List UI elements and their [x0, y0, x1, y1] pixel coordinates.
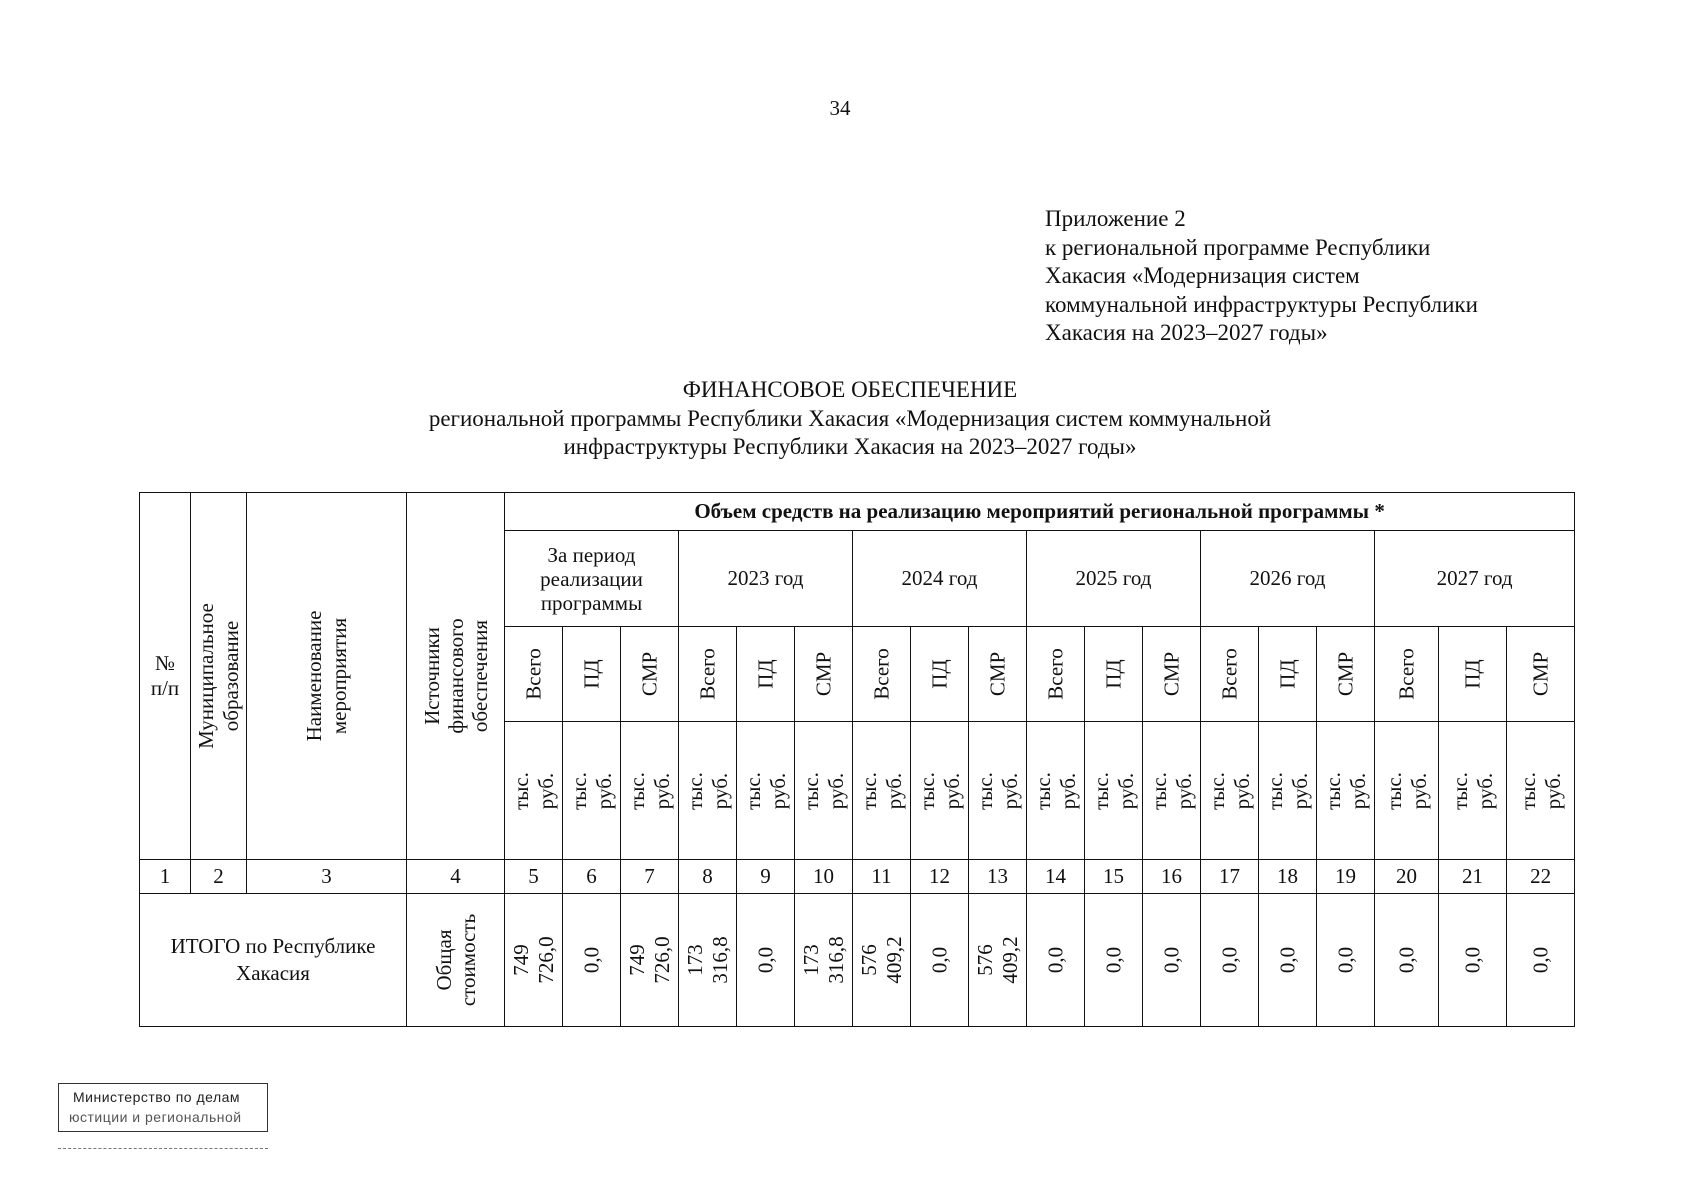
column-number: 21: [1439, 860, 1507, 894]
total-value: [911, 894, 969, 1027]
total-value-text: 0,0: [1043, 946, 1067, 974]
total-value-text: 0,0: [579, 946, 603, 974]
column-number: 16: [1143, 860, 1201, 894]
column-number: 3: [247, 860, 407, 894]
header-subcol: [969, 627, 1027, 722]
header-unit-text: тыс. руб.: [1447, 771, 1497, 810]
column-number: 8: [679, 860, 737, 894]
total-row-label: ИТОГО по Республике Хакасия: [140, 894, 407, 1027]
header-subcol: [853, 627, 911, 722]
header-subcol-text: ПД: [927, 659, 951, 689]
total-value: [1375, 894, 1439, 1027]
total-value: [1439, 894, 1507, 1027]
header-volume: Объем средств на реализацию мероприятий региональной программы *: [505, 493, 1575, 531]
total-value-text: 0,0: [1528, 946, 1553, 974]
total-value-text: 0,0: [1159, 946, 1183, 974]
total-value: [621, 894, 679, 1027]
annex-line: Приложение 2: [1045, 206, 1186, 231]
title-line: региональной программы Республики Хакасия «Модернизация систем коммунальной: [428, 405, 1272, 431]
header-unit: [505, 722, 563, 860]
annex-note: [1045, 205, 1605, 348]
header-period: 2026 год: [1201, 531, 1375, 627]
header-source-text: Источники финансового обеспечения: [419, 618, 492, 734]
annex-line: коммунальной инфраструктуры Республики: [1045, 291, 1478, 317]
total-value-text: 0,0: [1333, 946, 1357, 974]
header-subcol: [1143, 627, 1201, 722]
header-subcol: [1259, 627, 1317, 722]
total-value-text: 0,0: [1217, 946, 1241, 974]
header-subcol-text: СМР: [811, 651, 835, 697]
header-subcol-text: Всего: [869, 648, 893, 700]
header-unit: [737, 722, 795, 860]
header-unit: [1259, 722, 1317, 860]
header-unit: [853, 722, 911, 860]
header-subcol: [737, 627, 795, 722]
header-period: 2025 год: [1027, 531, 1201, 627]
header-period: 2024 год: [853, 531, 1027, 627]
column-number: 10: [795, 860, 853, 894]
header-subcol-text: СМР: [1333, 651, 1357, 697]
header-subcol: [1027, 627, 1085, 722]
total-value: [505, 894, 563, 1027]
total-value: [1201, 894, 1259, 1027]
column-number: 13: [969, 860, 1027, 894]
header-subcol-text: Всего: [521, 648, 545, 700]
header-subcol-text: Всего: [1217, 648, 1241, 700]
page-number: 34: [829, 96, 851, 120]
annex-line: к региональной программе Республики: [1045, 234, 1431, 260]
header-unit-text: тыс. руб.: [972, 771, 1022, 810]
column-number: 2: [191, 860, 247, 894]
header-unit-text: тыс. руб.: [1030, 771, 1080, 810]
total-value-text: 0,0: [1394, 946, 1418, 974]
header-unit: [911, 722, 969, 860]
column-number: 18: [1259, 860, 1317, 894]
header-subcol-text: ПД: [753, 659, 777, 689]
registration-stamp: [58, 1083, 268, 1132]
header-measure: [247, 493, 407, 860]
total-value: [1317, 894, 1375, 1027]
header-source: [407, 493, 505, 860]
column-number: 15: [1085, 860, 1143, 894]
total-value: [853, 894, 911, 1027]
header-subcol-text: ПД: [1275, 659, 1299, 689]
column-number: 7: [621, 860, 679, 894]
header-unit: [1085, 722, 1143, 860]
column-number: 14: [1027, 860, 1085, 894]
header-subcol: [621, 627, 679, 722]
header-subcol: [563, 627, 621, 722]
header-period: 2027 год: [1375, 531, 1575, 627]
header-unit: [1439, 722, 1507, 860]
total-value: [1259, 894, 1317, 1027]
column-number: 1: [140, 860, 191, 894]
total-row-source: [407, 894, 505, 1027]
header-period: За период реализации программы: [505, 531, 679, 627]
header-subcol-text: СМР: [985, 651, 1009, 697]
header-unit: [563, 722, 621, 860]
header-subcol: [1439, 627, 1507, 722]
header-unit: [1201, 722, 1259, 860]
total-value-text: 749 726,0: [508, 936, 558, 984]
total-value-text: 0,0: [927, 946, 951, 974]
stamp-line: Министерство по делам: [73, 1089, 241, 1105]
column-number: 4: [407, 860, 505, 894]
column-number: 12: [911, 860, 969, 894]
total-value: [737, 894, 795, 1027]
header-unit: [1507, 722, 1575, 860]
financing-table: [139, 492, 1575, 1027]
header-number-text: № п/п: [150, 651, 180, 700]
header-unit: [621, 722, 679, 860]
total-value: [795, 894, 853, 1027]
column-number: 20: [1375, 860, 1439, 894]
header-unit-text: тыс. руб.: [1262, 771, 1312, 810]
header-period: 2023 год: [679, 531, 853, 627]
column-number: 11: [853, 860, 911, 894]
header-subcol-text: ПД: [579, 659, 603, 689]
header-unit: [1317, 722, 1375, 860]
total-value: [679, 894, 737, 1027]
total-value-text: 576 409,2: [972, 936, 1022, 984]
total-value-text: 749 726,0: [624, 936, 674, 984]
annex-line: Хакасия «Модернизация систем: [1045, 263, 1360, 288]
column-number: 17: [1201, 860, 1259, 894]
header-unit: [1375, 722, 1439, 860]
column-number: 19: [1317, 860, 1375, 894]
header-subcol: [1201, 627, 1259, 722]
header-unit-text: тыс. руб.: [740, 771, 790, 810]
column-number: 6: [563, 860, 621, 894]
stamp-line: юстиции и региональной: [69, 1109, 242, 1125]
total-row-source-text: Общая стоимость: [431, 913, 480, 1007]
total-value-text: 0,0: [1460, 946, 1484, 974]
header-unit-text: тыс. руб.: [624, 771, 674, 810]
header-unit-text: тыс. руб.: [856, 771, 906, 810]
total-value: [563, 894, 621, 1027]
total-value: [1507, 894, 1575, 1027]
header-subcol-text: ПД: [1101, 659, 1125, 689]
header-unit-text: тыс. руб.: [798, 771, 848, 810]
total-value-text: 576 409,2: [856, 936, 906, 984]
header-unit-text: тыс. руб.: [1146, 771, 1196, 810]
header-unit: [1027, 722, 1085, 860]
header-unit: [1143, 722, 1201, 860]
header-municipality-text: Муниципальное образование: [193, 603, 243, 749]
header-subcol-text: Всего: [1043, 648, 1067, 700]
stamp-divider: [58, 1148, 268, 1149]
total-value-text: 173 316,8: [682, 936, 732, 984]
header-subcol-text: Всего: [695, 648, 719, 700]
header-unit: [679, 722, 737, 860]
header-subcol: [1317, 627, 1375, 722]
header-unit-text: тыс. руб.: [566, 771, 616, 810]
header-subcol-text: СМР: [1159, 651, 1183, 697]
total-value: [969, 894, 1027, 1027]
header-subcol: [1085, 627, 1143, 722]
header-unit-text: тыс. руб.: [1381, 771, 1431, 810]
document-title: [340, 376, 1360, 462]
title-heading: ФИНАНСОВОЕ ОБЕСПЕЧЕНИЕ: [682, 377, 1018, 402]
header-subcol-text: ПД: [1460, 659, 1484, 689]
header-unit-text: тыс. руб.: [682, 771, 732, 810]
column-number: 9: [737, 860, 795, 894]
total-value: [1143, 894, 1201, 1027]
total-value: [1027, 894, 1085, 1027]
header-unit-text: тыс. руб.: [1320, 771, 1370, 810]
header-subcol-text: СМР: [637, 651, 661, 697]
header-unit-text: тыс. руб.: [508, 771, 558, 810]
header-unit-text: тыс. руб.: [1204, 771, 1254, 810]
header-municipality: [191, 493, 247, 860]
header-subcol-text: СМР: [1528, 651, 1553, 697]
total-value: [1085, 894, 1143, 1027]
header-number-cell: [140, 493, 191, 860]
header-subcol: [679, 627, 737, 722]
header-subcol-text: Всего: [1394, 648, 1418, 700]
header-unit-text: тыс. руб.: [1515, 771, 1565, 810]
header-subcol: [795, 627, 853, 722]
header-subcol: [1507, 627, 1575, 722]
total-value-text: 0,0: [1101, 946, 1125, 974]
header-unit: [795, 722, 853, 860]
column-number: 5: [505, 860, 563, 894]
header-subcol: [911, 627, 969, 722]
header-measure-text: Наименование мероприятия: [301, 610, 351, 742]
total-value-text: 173 316,8: [798, 936, 848, 984]
header-unit-text: тыс. руб.: [914, 771, 964, 810]
header-unit: [969, 722, 1027, 860]
header-subcol: [1375, 627, 1439, 722]
header-subcol: [505, 627, 563, 722]
total-value-text: 0,0: [753, 946, 777, 974]
total-value-text: 0,0: [1275, 946, 1299, 974]
header-unit-text: тыс. руб.: [1088, 771, 1138, 810]
column-number: 22: [1507, 860, 1575, 894]
annex-line: Хакасия на 2023–2027 годы»: [1045, 320, 1328, 345]
title-line: инфраструктуры Республики Хакасия на 2023–2027 годы»: [563, 434, 1137, 459]
